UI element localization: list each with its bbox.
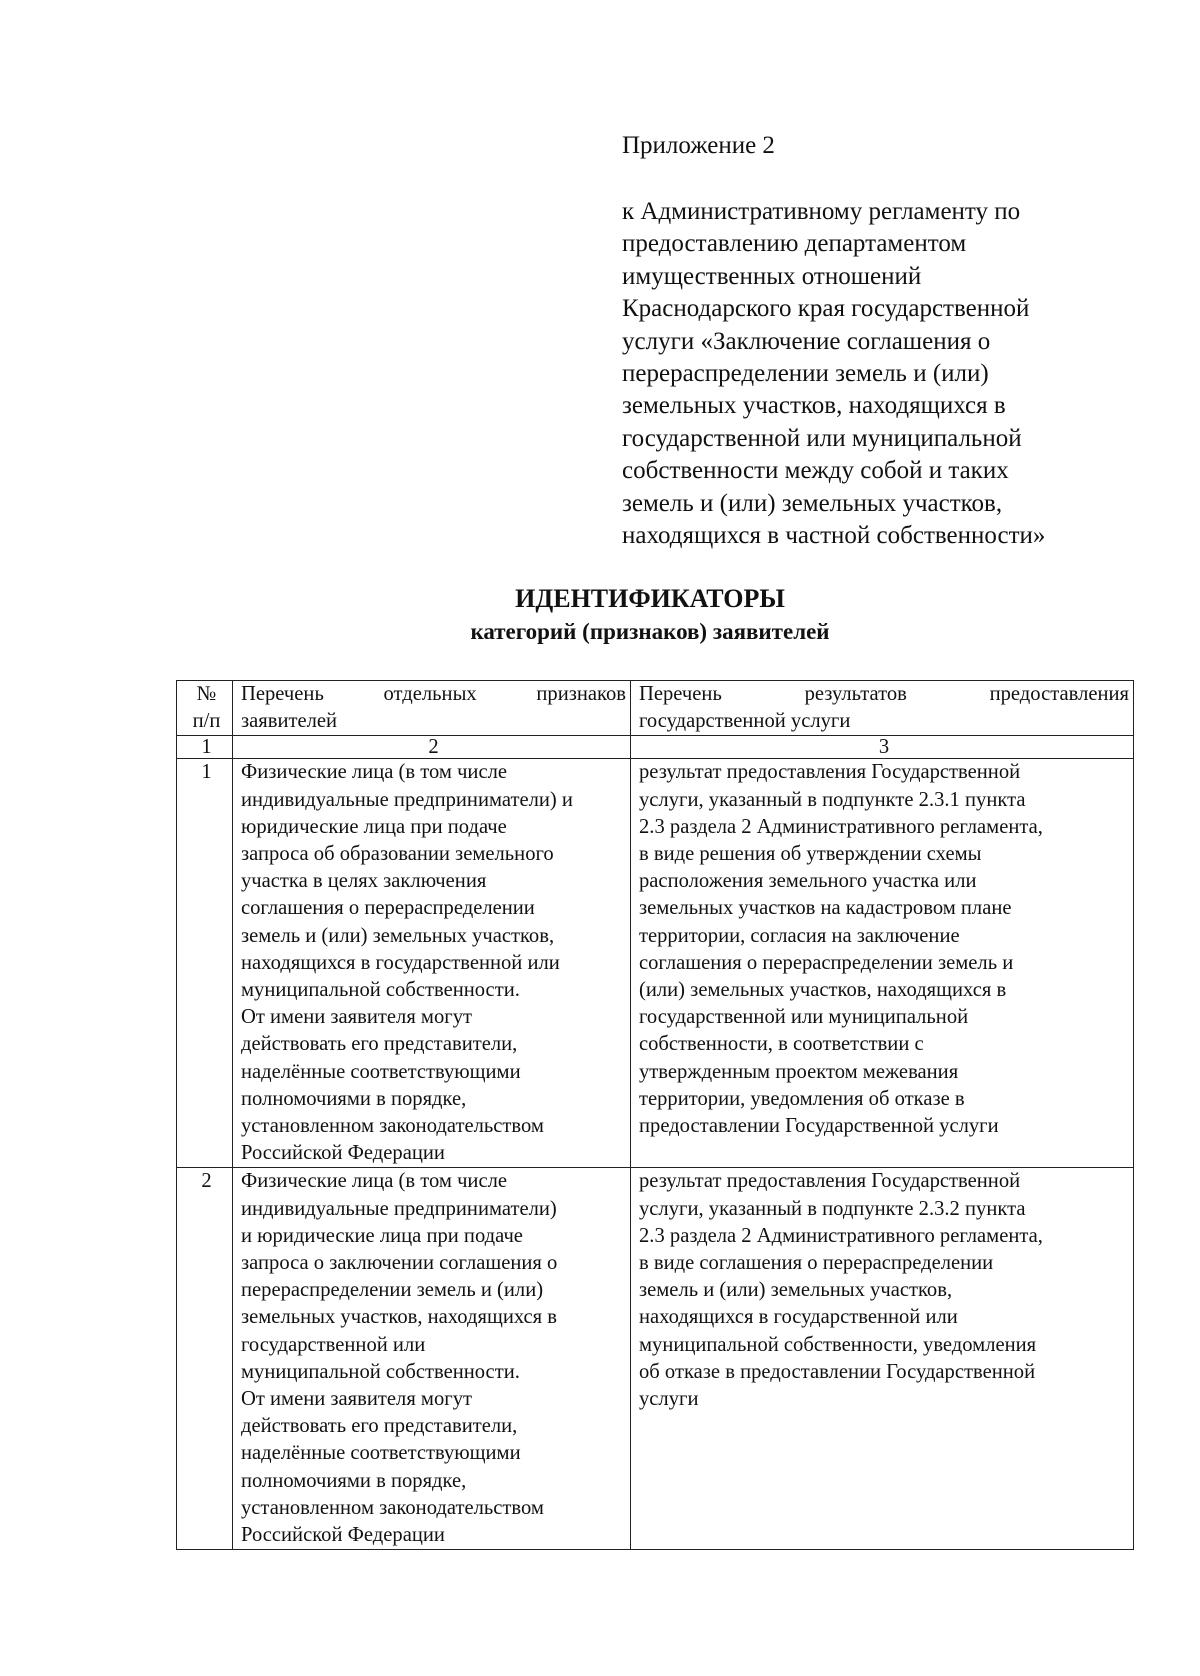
appendix-line: земельных участков, находящихся в	[622, 392, 1006, 420]
results-line: 2.3 раздела 2 Административного регламента,	[639, 1224, 1043, 1247]
appendix-line: собственности между собой и таких	[622, 457, 1009, 485]
header-num-line: п/п	[192, 710, 221, 733]
results-line: территории, согласия на заключение	[639, 924, 960, 947]
criteria-line: Российской Федерации	[241, 1524, 445, 1547]
criteria-line: индивидуальные предприниматели) и	[241, 788, 573, 811]
header-results-cell	[631, 681, 1134, 736]
results-line: утвержденным проектом межевания	[639, 1060, 959, 1083]
document-subtitle: категорий (признаков) заявителей	[470, 619, 830, 644]
table-row	[177, 1168, 1134, 1550]
index-cell: 2	[233, 736, 631, 759]
results-line: расположения земельного участка или	[639, 870, 977, 893]
identifiers-table	[176, 680, 1134, 1550]
header-num-line: №	[196, 683, 217, 705]
criteria-line: установленном законодательством	[241, 1115, 544, 1138]
header-results-line: государственной услуги	[639, 710, 851, 733]
results-line: об отказе в предоставлении Государственной	[639, 1360, 1036, 1383]
results-line: результат предоставления Государственной	[639, 761, 1021, 784]
results-line: земельных участков на кадастровом плане	[639, 897, 1012, 920]
criteria-line: муниципальной собственности.	[241, 979, 520, 1002]
criteria-line: От имени заявителя могут	[241, 1006, 473, 1029]
table-row	[177, 759, 1134, 1168]
criteria-line: запроса об образовании земельного	[241, 843, 554, 866]
results-line: услуги, указанный в подпункте 2.3.2 пункта	[639, 1197, 1026, 1220]
row-num-cell: 1	[177, 759, 233, 1168]
appendix-line: земель и (или) земельных участков,	[622, 489, 1003, 517]
header-num-cell	[177, 681, 233, 736]
table-index-row	[177, 736, 1134, 759]
criteria-line: муниципальной собственности.	[241, 1360, 520, 1383]
header-criteria-line: Перечень отдельных признаков	[241, 683, 626, 705]
criteria-line: индивидуальные предприниматели)	[241, 1197, 557, 1220]
criteria-line: Физические лица (в том числе	[241, 761, 507, 784]
appendix-reference	[622, 196, 1112, 552]
index-cell: 1	[177, 736, 233, 759]
criteria-line: Российской Федерации	[241, 1142, 445, 1165]
criteria-line: установленном законодательством	[241, 1496, 544, 1519]
criteria-line: и юридические лица при подаче	[241, 1224, 523, 1247]
index-cell: 3	[631, 736, 1134, 759]
results-line: государственной или муниципальной	[639, 1006, 969, 1029]
criteria-line: земельных участков, находящихся в	[241, 1306, 558, 1329]
appendix-line: к Административному регламенту по	[622, 198, 1021, 225]
criteria-line: действовать его представители,	[241, 1033, 518, 1056]
appendix-line: находящихся в частной собственности»	[622, 522, 1046, 550]
results-line: территории, уведомления об отказе в	[639, 1087, 965, 1110]
appendix-line: имущественных отношений	[622, 262, 922, 290]
criteria-line: государственной или	[241, 1333, 426, 1356]
criteria-line: соглашения о перераспределении	[241, 897, 535, 920]
appendix-line: перераспределении земель и (или)	[622, 360, 989, 388]
header-results-line: Перечень результатов предоставления	[639, 683, 1129, 705]
row-results-cell	[631, 1168, 1134, 1550]
criteria-line: запроса о заключении соглашения о	[241, 1252, 558, 1275]
criteria-line: участка в целях заключения	[241, 870, 487, 893]
criteria-line: полномочиями в порядке,	[241, 1469, 467, 1492]
criteria-line: Физические лица (в том числе	[241, 1170, 507, 1193]
row-results-cell	[631, 759, 1134, 1168]
results-line: услуги	[639, 1388, 699, 1411]
header-criteria-cell	[233, 681, 631, 736]
document-title: ИДЕНТИФИКАТОРЫ	[515, 584, 785, 613]
results-line: (или) земельных участков, находящихся в	[639, 979, 1007, 1002]
row-num-cell: 2	[177, 1168, 233, 1550]
results-line: услуги, указанный в подпункте 2.3.1 пункта	[639, 788, 1026, 811]
results-line: земель и (или) земельных участков,	[639, 1279, 953, 1302]
criteria-line: полномочиями в порядке,	[241, 1087, 467, 1110]
results-line: собственности, в соответствии с	[639, 1033, 924, 1056]
criteria-line: находящихся в государственной или	[241, 951, 560, 974]
results-line: 2.3 раздела 2 Административного регламента,	[639, 815, 1043, 838]
results-line: в виде решения об утверждении схемы	[639, 843, 982, 866]
criteria-line: От имени заявителя могут	[241, 1388, 473, 1411]
results-line: муниципальной собственности, уведомления	[639, 1333, 1037, 1356]
appendix-line: услуги «Заключение соглашения о	[622, 327, 991, 355]
table-header-row	[177, 681, 1134, 736]
criteria-line: перераспределении земель и (или)	[241, 1279, 544, 1302]
appendix-line: предоставлению департаментом	[622, 230, 967, 258]
results-line: результат предоставления Государственной	[639, 1170, 1021, 1193]
results-line: в виде соглашения о перераспределении	[639, 1252, 994, 1275]
results-line: соглашения о перераспределении земель и	[639, 951, 1014, 974]
appendix-title: Приложение 2	[622, 132, 775, 159]
appendix-line: Краснодарского края государственной	[622, 295, 1030, 323]
row-criteria-cell	[233, 759, 631, 1168]
appendix-line: государственной или муниципальной	[622, 424, 1022, 452]
criteria-line: наделённые соответствующими	[241, 1442, 521, 1465]
criteria-line: земель и (или) земельных участков,	[241, 924, 555, 947]
row-criteria-cell	[233, 1168, 631, 1550]
header-criteria-line: заявителей	[241, 710, 338, 733]
criteria-line: юридические лица при подаче	[241, 815, 507, 838]
criteria-line: действовать его представители,	[241, 1415, 518, 1438]
criteria-line: наделённые соответствующими	[241, 1060, 521, 1083]
results-line: предоставлении Государственной услуги	[639, 1115, 999, 1138]
results-line: находящихся в государственной или	[639, 1306, 958, 1329]
